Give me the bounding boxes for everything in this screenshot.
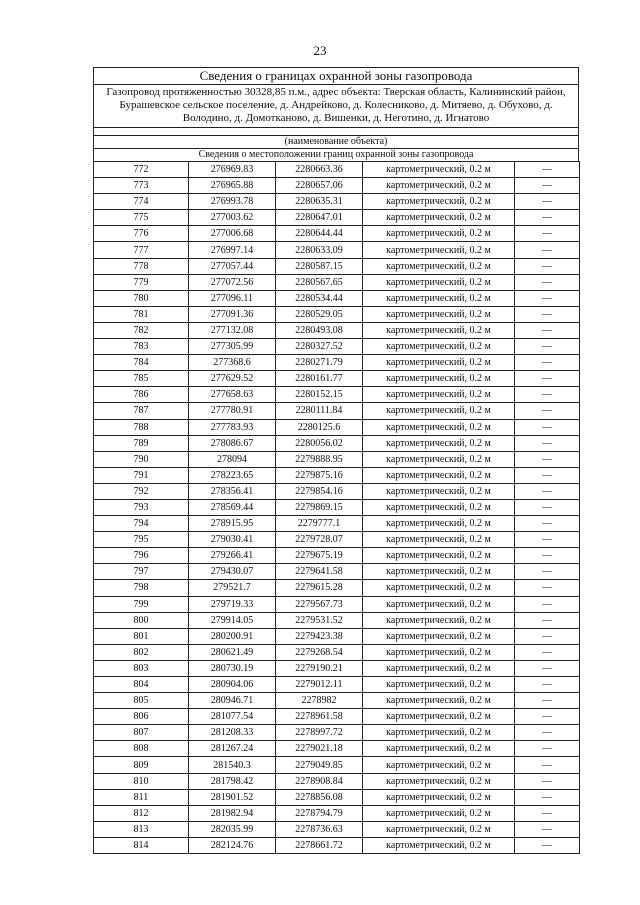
cell-method: картометрический, 0.2 м <box>363 467 515 483</box>
table-row <box>94 419 580 435</box>
table-row <box>94 451 580 467</box>
cell-coord-x: 277783.93 <box>189 419 276 435</box>
table-row <box>94 290 580 306</box>
cell-coord-y: 2279854.16 <box>276 483 363 499</box>
table-row <box>94 403 580 419</box>
coordinates-table-body <box>94 162 580 854</box>
cell-method: картометрический, 0.2 м <box>363 419 515 435</box>
cell-point-number: 806 <box>94 709 189 725</box>
cell-point-number: 801 <box>94 628 189 644</box>
table-row <box>94 580 580 596</box>
cell-note: — <box>515 644 580 660</box>
cell-note: — <box>515 387 580 403</box>
cell-method: картометрический, 0.2 м <box>363 162 515 178</box>
cell-method: картометрический, 0.2 м <box>363 660 515 676</box>
page-number: 23 <box>313 43 327 58</box>
cell-method: картометрический, 0.2 м <box>363 290 515 306</box>
cell-point-number: 788 <box>94 419 189 435</box>
cell-point-number: 791 <box>94 467 189 483</box>
cell-coord-x: 281077.54 <box>189 709 276 725</box>
cell-coord-x: 276997.14 <box>189 242 276 258</box>
cell-note: — <box>515 773 580 789</box>
cell-point-number: 783 <box>94 339 189 355</box>
cell-coord-x: 277072.56 <box>189 274 276 290</box>
cell-note: — <box>515 548 580 564</box>
table-row <box>94 628 580 644</box>
cell-coord-x: 277780.91 <box>189 403 276 419</box>
cell-note: — <box>515 564 580 580</box>
table-row <box>94 548 580 564</box>
cell-note: — <box>515 741 580 757</box>
table-row <box>94 467 580 483</box>
cell-coord-y: 2280647.01 <box>276 210 363 226</box>
table-row <box>94 499 580 515</box>
cell-coord-x: 276965.88 <box>189 178 276 194</box>
cell-coord-x: 281982.94 <box>189 805 276 821</box>
cell-method: картометрический, 0.2 м <box>363 628 515 644</box>
cell-method: картометрический, 0.2 м <box>363 644 515 660</box>
cell-coord-x: 280621.49 <box>189 644 276 660</box>
cell-method: картометрический, 0.2 м <box>363 516 515 532</box>
cell-method: картометрический, 0.2 м <box>363 837 515 853</box>
cell-coord-x: 277658.63 <box>189 387 276 403</box>
cell-note: — <box>515 677 580 693</box>
cell-point-number: 785 <box>94 371 189 387</box>
cell-coord-x: 282124.76 <box>189 837 276 853</box>
cell-note: — <box>515 709 580 725</box>
cell-note: — <box>515 451 580 467</box>
table-row <box>94 677 580 693</box>
cell-method: картометрический, 0.2 м <box>363 789 515 805</box>
table-row <box>94 564 580 580</box>
cell-coord-x: 282035.99 <box>189 821 276 837</box>
cell-coord-x: 281901.52 <box>189 789 276 805</box>
cell-method: картометрический, 0.2 м <box>363 194 515 210</box>
cell-coord-y: 2280161.77 <box>276 371 363 387</box>
table-row <box>94 435 580 451</box>
table-row <box>94 821 580 837</box>
cell-coord-x: 281267.24 <box>189 741 276 757</box>
cell-method: картометрический, 0.2 м <box>363 355 515 371</box>
cell-coord-y: 2279190.21 <box>276 660 363 676</box>
cell-note: — <box>515 805 580 821</box>
cell-point-number: 807 <box>94 725 189 741</box>
cell-coord-y: 2279869.15 <box>276 499 363 515</box>
cell-coord-y: 2278997.72 <box>276 725 363 741</box>
table-row <box>94 693 580 709</box>
cell-coord-x: 277132.08 <box>189 322 276 338</box>
cell-note: — <box>515 435 580 451</box>
table-row <box>94 532 580 548</box>
cell-note: — <box>515 693 580 709</box>
cell-method: картометрический, 0.2 м <box>363 322 515 338</box>
cell-method: картометрический, 0.2 м <box>363 596 515 612</box>
cell-coord-x: 277096.11 <box>189 290 276 306</box>
cell-coord-y: 2278982 <box>276 693 363 709</box>
cell-point-number: 811 <box>94 789 189 805</box>
cell-note: — <box>515 757 580 773</box>
cell-point-number: 798 <box>94 580 189 596</box>
cell-note: — <box>515 339 580 355</box>
cell-method: картометрический, 0.2 м <box>363 725 515 741</box>
cell-point-number: 794 <box>94 516 189 532</box>
cell-note: — <box>515 499 580 515</box>
cell-point-number: 814 <box>94 837 189 853</box>
cell-method: картометрический, 0.2 м <box>363 693 515 709</box>
cell-point-number: 784 <box>94 355 189 371</box>
table-row <box>94 226 580 242</box>
table-row <box>94 483 580 499</box>
cell-coord-y: 2280587.15 <box>276 258 363 274</box>
table-row <box>94 596 580 612</box>
cell-method: картометрический, 0.2 м <box>363 226 515 242</box>
cell-coord-y: 2280657.06 <box>276 178 363 194</box>
table-row <box>94 387 580 403</box>
cell-coord-y: 2278794.79 <box>276 805 363 821</box>
cell-note: — <box>515 580 580 596</box>
cell-coord-y: 2280534.44 <box>276 290 363 306</box>
cell-coord-x: 278094 <box>189 451 276 467</box>
cell-coord-x: 281540.3 <box>189 757 276 773</box>
table-header <box>93 67 579 161</box>
cell-note: — <box>515 821 580 837</box>
cell-note: — <box>515 178 580 194</box>
cell-method: картометрический, 0.2 м <box>363 821 515 837</box>
cell-coord-y: 2279615.28 <box>276 580 363 596</box>
cell-note: — <box>515 355 580 371</box>
cell-coord-y: 2279888.95 <box>276 451 363 467</box>
cell-point-number: 774 <box>94 194 189 210</box>
boundary-document <box>93 67 579 854</box>
cell-note: — <box>515 322 580 338</box>
cell-point-number: 803 <box>94 660 189 676</box>
cell-method: картометрический, 0.2 м <box>363 371 515 387</box>
cell-point-number: 805 <box>94 693 189 709</box>
cell-note: — <box>515 467 580 483</box>
cell-coord-x: 279266.41 <box>189 548 276 564</box>
table-row <box>94 709 580 725</box>
cell-point-number: 796 <box>94 548 189 564</box>
table-row <box>94 178 580 194</box>
cell-note: — <box>515 789 580 805</box>
cell-method: картометрический, 0.2 м <box>363 435 515 451</box>
table-row <box>94 194 580 210</box>
table-row <box>94 725 580 741</box>
cell-method: картометрический, 0.2 м <box>363 499 515 515</box>
cell-point-number: 793 <box>94 499 189 515</box>
table-row <box>94 274 580 290</box>
cell-point-number: 789 <box>94 435 189 451</box>
cell-point-number: 800 <box>94 612 189 628</box>
cell-method: картометрический, 0.2 м <box>363 757 515 773</box>
cell-note: — <box>515 628 580 644</box>
cell-point-number: 809 <box>94 757 189 773</box>
cell-coord-x: 280200.91 <box>189 628 276 644</box>
cell-coord-y: 2280567.65 <box>276 274 363 290</box>
cell-method: картометрический, 0.2 м <box>363 548 515 564</box>
cell-coord-x: 276969.83 <box>189 162 276 178</box>
table-row <box>94 355 580 371</box>
cell-point-number: 804 <box>94 677 189 693</box>
cell-coord-y: 2279021.18 <box>276 741 363 757</box>
cell-coord-x: 279914.05 <box>189 612 276 628</box>
cell-coord-x: 278086.67 <box>189 435 276 451</box>
cell-coord-x: 277006.68 <box>189 226 276 242</box>
table-row <box>94 242 580 258</box>
table-row <box>94 612 580 628</box>
cell-method: картометрический, 0.2 м <box>363 339 515 355</box>
cell-point-number: 813 <box>94 821 189 837</box>
table-row <box>94 757 580 773</box>
cell-note: — <box>515 419 580 435</box>
cell-coord-x: 280730.19 <box>189 660 276 676</box>
cell-note: — <box>515 290 580 306</box>
cell-coord-x: 280904.06 <box>189 677 276 693</box>
cell-method: картометрический, 0.2 м <box>363 178 515 194</box>
table-row <box>94 805 580 821</box>
cell-point-number: 808 <box>94 741 189 757</box>
table-row <box>94 773 580 789</box>
cell-coord-y: 2280327.52 <box>276 339 363 355</box>
cell-note: — <box>515 258 580 274</box>
cell-note: — <box>515 194 580 210</box>
cell-coord-y: 2279049.85 <box>276 757 363 773</box>
object-caption: (наименование объекта) <box>94 135 578 148</box>
cell-coord-x: 276993.78 <box>189 194 276 210</box>
cell-coord-y: 2279777.1 <box>276 516 363 532</box>
cell-method: картометрический, 0.2 м <box>363 580 515 596</box>
cell-note: — <box>515 306 580 322</box>
cell-note: — <box>515 725 580 741</box>
cell-coord-y: 2280633.09 <box>276 242 363 258</box>
cell-coord-x: 281208.33 <box>189 725 276 741</box>
cell-coord-y: 2280644.44 <box>276 226 363 242</box>
cell-point-number: 790 <box>94 451 189 467</box>
cell-note: — <box>515 371 580 387</box>
cell-coord-y: 2280663.36 <box>276 162 363 178</box>
cell-coord-x: 278569.44 <box>189 499 276 515</box>
cell-coord-y: 2279728.07 <box>276 532 363 548</box>
cell-point-number: 787 <box>94 403 189 419</box>
cell-coord-y: 2278961.58 <box>276 709 363 725</box>
cell-method: картометрический, 0.2 м <box>363 242 515 258</box>
cell-coord-y: 2280111.84 <box>276 403 363 419</box>
cell-coord-y: 2279531.52 <box>276 612 363 628</box>
object-description: Газопровод протяженностью 30328,85 п.м., адрес объекта: Тверская область, Калининский район, Бурашевское сельское поселение, д. Андрейково, д. Колесниково, д. Митяево, д. Обухово, д. Володино, д. Домотканово, д. Вишенки, д. Неготино, д. Игнатово <box>106 86 566 124</box>
cell-coord-y: 2280271.79 <box>276 355 363 371</box>
cell-coord-y: 2280529.05 <box>276 306 363 322</box>
table-row <box>94 210 580 226</box>
cell-coord-y: 2279675.19 <box>276 548 363 564</box>
cell-note: — <box>515 242 580 258</box>
cell-method: картометрический, 0.2 м <box>363 741 515 757</box>
cell-point-number: 773 <box>94 178 189 194</box>
table-row <box>94 339 580 355</box>
table-row <box>94 258 580 274</box>
cell-method: картометрический, 0.2 м <box>363 387 515 403</box>
cell-method: картометрический, 0.2 м <box>363 532 515 548</box>
cell-note: — <box>515 837 580 853</box>
cell-point-number: 776 <box>94 226 189 242</box>
cell-note: — <box>515 483 580 499</box>
cell-method: картометрический, 0.2 м <box>363 451 515 467</box>
cell-note: — <box>515 403 580 419</box>
cell-coord-x: 277057.44 <box>189 258 276 274</box>
cell-coord-x: 281798.42 <box>189 773 276 789</box>
cell-coord-x: 280946.71 <box>189 693 276 709</box>
cell-coord-x: 277368.6 <box>189 355 276 371</box>
cell-note: — <box>515 596 580 612</box>
cell-coord-y: 2279012.11 <box>276 677 363 693</box>
cell-method: картометрический, 0.2 м <box>363 306 515 322</box>
cell-method: картометрический, 0.2 м <box>363 564 515 580</box>
cell-coord-y: 2279641.58 <box>276 564 363 580</box>
header-divider <box>94 127 578 135</box>
cell-coord-y: 2280056.02 <box>276 435 363 451</box>
cell-point-number: 792 <box>94 483 189 499</box>
cell-method: картометрический, 0.2 м <box>363 274 515 290</box>
cell-coord-x: 278356.41 <box>189 483 276 499</box>
cell-note: — <box>515 516 580 532</box>
cell-point-number: 772 <box>94 162 189 178</box>
cell-coord-x: 279030.41 <box>189 532 276 548</box>
cell-coord-y: 2278661.72 <box>276 837 363 853</box>
cell-method: картометрический, 0.2 м <box>363 805 515 821</box>
cell-coord-y: 2280635.31 <box>276 194 363 210</box>
table-row <box>94 644 580 660</box>
cell-coord-y: 2280493.08 <box>276 322 363 338</box>
cell-point-number: 812 <box>94 805 189 821</box>
cell-point-number: 780 <box>94 290 189 306</box>
cell-method: картометрический, 0.2 м <box>363 709 515 725</box>
cell-coord-y: 2279875.16 <box>276 467 363 483</box>
cell-point-number: 778 <box>94 258 189 274</box>
cell-coord-y: 2280125.6 <box>276 419 363 435</box>
cell-coord-x: 279521.7 <box>189 580 276 596</box>
cell-coord-y: 2278908.84 <box>276 773 363 789</box>
cell-coord-x: 278915.95 <box>189 516 276 532</box>
cell-coord-x: 277629.52 <box>189 371 276 387</box>
cell-method: картометрический, 0.2 м <box>363 612 515 628</box>
cell-coord-x: 277003.62 <box>189 210 276 226</box>
cell-coord-x: 277305.99 <box>189 339 276 355</box>
cell-method: картометрический, 0.2 м <box>363 210 515 226</box>
cell-coord-y: 2279268.54 <box>276 644 363 660</box>
cell-note: — <box>515 210 580 226</box>
cell-point-number: 797 <box>94 564 189 580</box>
cell-coord-y: 2278736.63 <box>276 821 363 837</box>
table-row <box>94 306 580 322</box>
cell-note: — <box>515 162 580 178</box>
cell-note: — <box>515 532 580 548</box>
table-row <box>94 789 580 805</box>
cell-note: — <box>515 612 580 628</box>
table-row <box>94 516 580 532</box>
cell-point-number: 810 <box>94 773 189 789</box>
coordinates-table <box>93 161 580 854</box>
table-row <box>94 371 580 387</box>
cell-point-number: 775 <box>94 210 189 226</box>
cell-point-number: 782 <box>94 322 189 338</box>
cell-method: картометрический, 0.2 м <box>363 403 515 419</box>
cell-coord-y: 2279423.38 <box>276 628 363 644</box>
cell-point-number: 795 <box>94 532 189 548</box>
cell-point-number: 779 <box>94 274 189 290</box>
cell-point-number: 781 <box>94 306 189 322</box>
cell-method: картометрический, 0.2 м <box>363 258 515 274</box>
cell-coord-x: 279430.07 <box>189 564 276 580</box>
cell-note: — <box>515 660 580 676</box>
table-row <box>94 322 580 338</box>
cell-coord-x: 279719.33 <box>189 596 276 612</box>
table-row <box>94 741 580 757</box>
cell-note: — <box>515 226 580 242</box>
cell-method: картометрический, 0.2 м <box>363 677 515 693</box>
document-title: Сведения о границах охранной зоны газопровода <box>94 68 578 85</box>
cell-coord-x: 277091.36 <box>189 306 276 322</box>
table-row <box>94 660 580 676</box>
table-row <box>94 162 580 178</box>
cell-point-number: 799 <box>94 596 189 612</box>
cell-method: картометрический, 0.2 м <box>363 773 515 789</box>
location-caption: Сведения о местоположении границ охранной зоны газопровода <box>94 148 578 161</box>
table-row <box>94 837 580 853</box>
cell-point-number: 802 <box>94 644 189 660</box>
cell-coord-y: 2279567.73 <box>276 596 363 612</box>
cell-coord-y: 2280152.15 <box>276 387 363 403</box>
cell-point-number: 777 <box>94 242 189 258</box>
cell-point-number: 786 <box>94 387 189 403</box>
cell-method: картометрический, 0.2 м <box>363 483 515 499</box>
cell-coord-y: 2278856.08 <box>276 789 363 805</box>
cell-note: — <box>515 274 580 290</box>
cell-coord-x: 278223.65 <box>189 467 276 483</box>
